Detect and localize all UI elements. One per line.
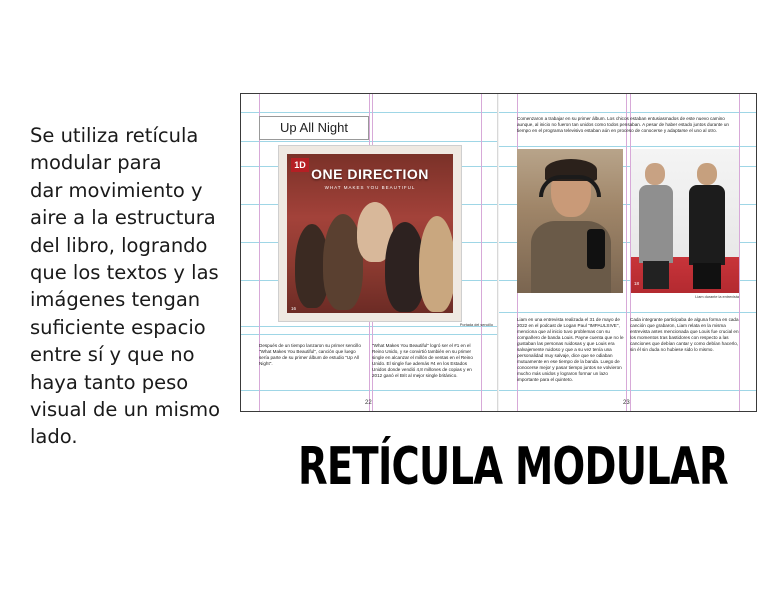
album-subtitle: WHAT MAKES YOU BEAUTIFUL (324, 185, 416, 190)
grid-guide (499, 390, 756, 391)
liam-interview-photo (517, 149, 623, 293)
suit-shape (689, 185, 725, 265)
album-corner-mark: 16 (291, 306, 297, 311)
page-number-right: 23 (623, 400, 630, 406)
right-page (499, 94, 756, 411)
album-band-name: ONE DIRECTION (311, 166, 429, 182)
album-cover-art (287, 154, 453, 313)
album-cover-image (278, 145, 462, 322)
page-heading: RETÍCULA MODULAR (298, 437, 728, 497)
duo-photo (631, 149, 739, 293)
grid-guide (499, 146, 756, 147)
legs-shape (643, 261, 669, 289)
body-text-column-1: Liam en una entrevista realizada el 31 de mayo de 2022 en el podcast de Logan Paul "IMPAULSIVE", menciona que al inicio tuvo problemas con su compañero de banda Louis. Payne cuenta que no le gustaban las personas ruidosas y que Louis era salvajemente ruidoso y que a su vez tenía una personalidad muy salvaje, dice que se odiaban mutuamente en ese tiempo de la banda. Luego de conocerse mejor y pasar tiempo juntos se volvieron mucho más unidos y lograron formar un lazo importante para el quinteto. (517, 317, 624, 382)
microphone-shape (587, 229, 605, 269)
body-text-column-1: Después de un tiempo lanzaron su primer sencillo "What Makes You Beautiful", canción que luego sería parte de su primer álbum de estudio "Up All Night". (259, 343, 361, 366)
book-spread (240, 93, 757, 412)
left-page (241, 94, 498, 411)
band-logo: 1D (291, 158, 309, 172)
grid-description-text: Se utiliza retícula modular para dar movimiento y aire a la estructura del libro, logrando que los textos y las imágenes tengan suficiente espacio entre sí y que no haya tanto peso visual de un mismo lado. (30, 124, 221, 449)
section-title: Up All Night (259, 116, 369, 140)
grid-guide (499, 312, 756, 313)
suit-shape (639, 185, 673, 263)
intro-text: Comenzaron a trabajar en su primer álbum. Los chicos estaban entusiasmados de este nuevo camino aunque, al inicio no fueron tan unidos como todos pensaban. A pesar de haber estado juntos durante un tiempo en el programa televisivo estaban aún en proceso de conocerse y adaptarse el uno al otro. (517, 116, 729, 133)
band-member-figure (419, 216, 453, 312)
grid-guide (626, 94, 627, 411)
grid-guide (739, 94, 740, 411)
body-text-column-2: Cada integrante participaba de alguna forma en cada canción que grabaron, Liam relata en la misma entrevista antes mencionada que Louis fue crucial en los momentos tras bastidores con respecto a las canciones que debían cantar y como debían hacerlo, sin él sin duda no hubiese sido lo mismo. (630, 317, 739, 352)
photo-caption: Liam durante la entrevista (695, 295, 739, 299)
grid-guide (499, 112, 756, 113)
page-number-left: 22 (365, 400, 372, 406)
headphones-shape (539, 175, 601, 197)
photo-badge: 18 (634, 281, 640, 286)
body-text-column-2: "What Makes You Beautiful" logró ser el #1 en el Reino Unido, y se convirtió también en su primer single en alcanzar el millón de ventas en el Reino Unido. El single fue además #4 en los Estados Unidos donde vendió 4,8 millones de copias y en 2012 ganó el Brit al mejor single británico. (372, 343, 473, 378)
legs-shape (693, 263, 721, 289)
face-shape (645, 163, 665, 185)
album-caption: Portada del sencillo (459, 323, 493, 327)
face-shape (697, 163, 717, 185)
